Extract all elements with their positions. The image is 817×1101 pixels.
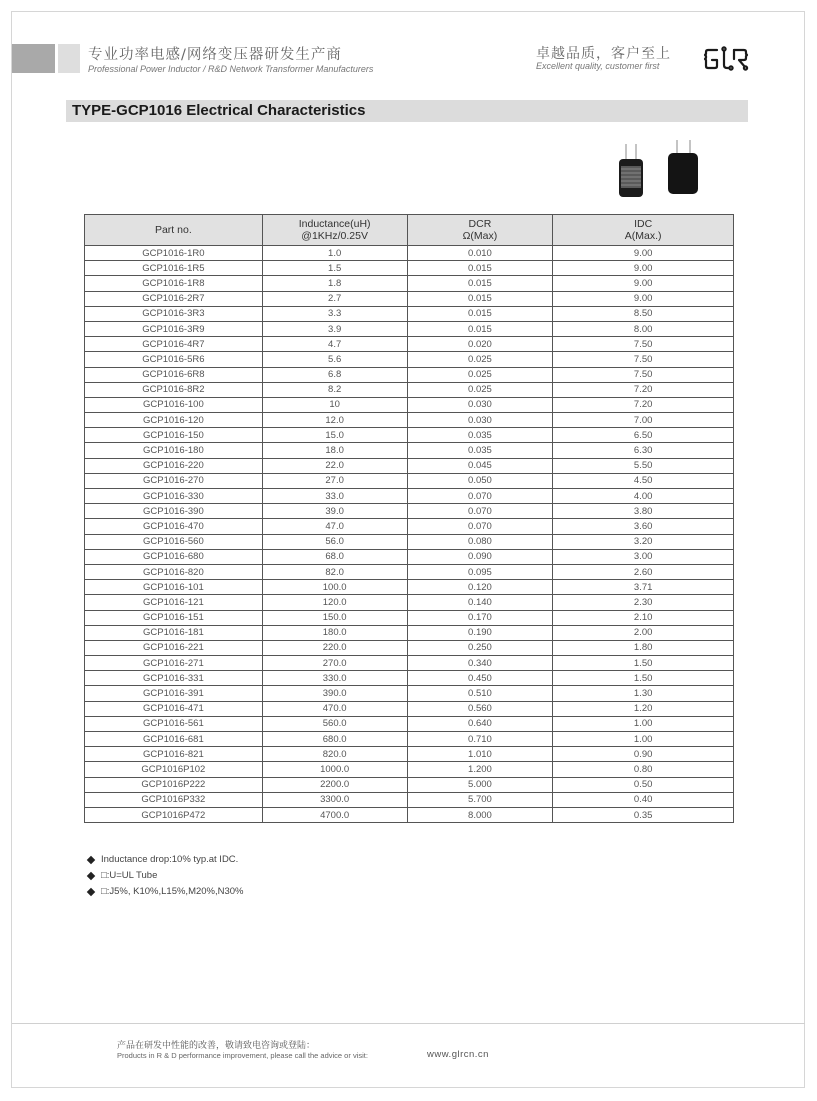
table-row [85,367,734,382]
electrical-characteristics-table [84,214,734,823]
dcr-cell: 0.025 [407,352,553,367]
idc-cell: 4.50 [553,473,734,488]
idc-cell: 7.20 [553,397,734,412]
inductance-cell: 68.0 [262,549,407,564]
dcr-cell: 0.010 [407,246,553,261]
inductance-cell: 3.3 [262,306,407,321]
inductance-cell: 820.0 [262,747,407,762]
table-row [85,321,734,336]
idc-cell: 8.00 [553,321,734,336]
idc-cell: 6.30 [553,443,734,458]
part-no-cell: GCP1016-271 [85,656,263,671]
table-row [85,671,734,686]
diamond-bullet-icon [87,856,95,864]
inductance-cell: 2.7 [262,291,407,306]
table-row [85,807,734,822]
idc-cell: 2.00 [553,625,734,640]
idc-cell: 3.80 [553,504,734,519]
table-row [85,428,734,443]
part-no-cell: GCP1016-3R3 [85,306,263,321]
dcr-cell: 0.120 [407,580,553,595]
part-no-cell: GCP1016-180 [85,443,263,458]
dcr-cell: 0.015 [407,276,553,291]
header-block-light [58,44,80,73]
table-row [85,595,734,610]
inductance-cell: 82.0 [262,564,407,579]
part-no-cell: GCP1016-681 [85,732,263,747]
table-row [85,610,734,625]
inductance-cell: 33.0 [262,489,407,504]
footer-divider [12,1023,805,1024]
col-header-idc [553,215,734,246]
table-row [85,276,734,291]
table-row [85,686,734,701]
part-no-cell: GCP1016-2R7 [85,291,263,306]
part-no-cell: GCP1016-331 [85,671,263,686]
inductance-cell: 1.8 [262,276,407,291]
idc-cell: 0.40 [553,792,734,807]
footer-text-en: Products in R & D performance improvement, please call the advice or visit: [117,1051,368,1060]
slogan-cn: 卓越品质，客户至上 [536,46,671,62]
inductance-cell: 27.0 [262,473,407,488]
dcr-cell: 0.340 [407,656,553,671]
idc-cell: 9.00 [553,276,734,291]
part-no-cell: GCP1016-391 [85,686,263,701]
table-row [85,458,734,473]
inductance-cell: 470.0 [262,701,407,716]
idc-cell: 0.50 [553,777,734,792]
table-row [85,716,734,731]
idc-cell: 2.10 [553,610,734,625]
inductance-cell: 22.0 [262,458,407,473]
part-no-cell: GCP1016-270 [85,473,263,488]
dcr-cell: 0.035 [407,428,553,443]
idc-cell: 2.60 [553,564,734,579]
table-row [85,792,734,807]
dcr-cell: 5.700 [407,792,553,807]
inductance-cell: 680.0 [262,732,407,747]
idc-cell: 0.90 [553,747,734,762]
idc-cell: 2.30 [553,595,734,610]
col-header-inductance [262,215,407,246]
part-no-cell: GCP1016-470 [85,519,263,534]
inductance-cell: 8.2 [262,382,407,397]
note-text: Inductance drop:10% typ.at IDC. [101,854,239,865]
inductor-product-photo [598,140,708,202]
dcr-cell: 0.030 [407,397,553,412]
dcr-cell: 8.000 [407,807,553,822]
idc-cell: 6.50 [553,428,734,443]
col-header-text: IDC [634,218,653,230]
idc-cell: 1.50 [553,671,734,686]
inductance-cell: 2200.0 [262,777,407,792]
table-row [85,701,734,716]
inductance-cell: 4.7 [262,337,407,352]
col-header-subtext: A(Max.) [624,230,662,242]
inductance-cell: 390.0 [262,686,407,701]
idc-cell: 3.60 [553,519,734,534]
inductance-cell: 120.0 [262,595,407,610]
table-row [85,489,734,504]
dcr-cell: 0.080 [407,534,553,549]
dcr-cell: 0.070 [407,489,553,504]
idc-cell: 3.00 [553,549,734,564]
note-item [86,852,244,868]
idc-cell: 7.00 [553,413,734,428]
col-header-dcr [407,215,553,246]
part-no-cell: GCP1016-5R6 [85,352,263,367]
inductance-cell: 12.0 [262,413,407,428]
inductance-cell: 560.0 [262,716,407,731]
part-no-cell: GCP1016-121 [85,595,263,610]
idc-cell: 7.20 [553,382,734,397]
part-no-cell: GCP1016-100 [85,397,263,412]
idc-cell: 3.20 [553,534,734,549]
part-no-cell: GCP1016-680 [85,549,263,564]
page-title: TYPE-GCP1016 Electrical Characteristics [72,102,366,119]
note-text: □:U=UL Tube [101,870,158,881]
inductance-cell: 3300.0 [262,792,407,807]
dcr-cell: 0.450 [407,671,553,686]
idc-cell: 0.80 [553,762,734,777]
diamond-bullet-icon [87,872,95,880]
dcr-cell: 1.200 [407,762,553,777]
table-row [85,656,734,671]
table-row [85,732,734,747]
inductance-cell: 4700.0 [262,807,407,822]
table-row [85,504,734,519]
col-header-text: DCR [468,218,492,230]
dcr-cell: 0.170 [407,610,553,625]
part-no-cell: GCP1016-150 [85,428,263,443]
part-no-cell: GCP1016-6R8 [85,367,263,382]
inductance-cell: 10 [262,397,407,412]
dcr-cell: 0.015 [407,306,553,321]
idc-cell: 1.30 [553,686,734,701]
table-row [85,397,734,412]
inductance-cell: 1000.0 [262,762,407,777]
footer-text-cn: 产品在研发中性能的改善，敬请致电咨询或登陆： [117,1041,316,1051]
dcr-cell: 0.015 [407,321,553,336]
part-no-cell: GCP1016P222 [85,777,263,792]
part-no-cell: GCP1016-4R7 [85,337,263,352]
idc-cell: 1.00 [553,716,734,731]
slogan-en: Excellent quality, customer first [536,61,660,71]
dcr-cell: 0.025 [407,382,553,397]
part-no-cell: GCP1016P472 [85,807,263,822]
part-no-cell: GCP1016-330 [85,489,263,504]
inductance-cell: 330.0 [262,671,407,686]
table-row [85,352,734,367]
inductance-cell: 5.6 [262,352,407,367]
dcr-cell: 0.090 [407,549,553,564]
part-no-cell: GCP1016-221 [85,640,263,655]
part-no-cell: GCP1016-1R0 [85,246,263,261]
part-no-cell: GCP1016-390 [85,504,263,519]
header-block-dark [12,44,55,73]
inductance-cell: 1.0 [262,246,407,261]
table-row [85,777,734,792]
table-row [85,306,734,321]
inductance-cell: 100.0 [262,580,407,595]
idc-cell: 8.50 [553,306,734,321]
idc-cell: 1.50 [553,656,734,671]
dcr-cell: 0.050 [407,473,553,488]
dcr-cell: 0.640 [407,716,553,731]
dcr-cell: 0.025 [407,367,553,382]
table-row [85,534,734,549]
note-item [86,868,244,884]
part-no-cell: GCP1016-120 [85,413,263,428]
dcr-cell: 0.560 [407,701,553,716]
part-no-cell: GCP1016-820 [85,564,263,579]
company-name-cn: 专业功率电感/网络变压器研发生产商 [88,47,342,63]
dcr-cell: 0.015 [407,261,553,276]
dcr-cell: 0.070 [407,504,553,519]
glr-logo-icon [703,45,749,73]
idc-cell: 4.00 [553,489,734,504]
col-header-subtext: @1KHz/0.25V [301,230,368,242]
dcr-cell: 0.070 [407,519,553,534]
table-row [85,382,734,397]
table-row [85,762,734,777]
dcr-cell: 0.095 [407,564,553,579]
table-row [85,549,734,564]
idc-cell: 9.00 [553,291,734,306]
part-no-cell: GCP1016-3R9 [85,321,263,336]
diamond-bullet-icon [87,888,95,896]
dcr-cell: 0.190 [407,625,553,640]
company-name-en: Professional Power Inductor / R&D Network Transformer Manufacturers [88,64,374,74]
col-header-text: Part no. [154,224,192,236]
dcr-cell: 0.140 [407,595,553,610]
notes-list [86,852,244,900]
part-no-cell: GCP1016-151 [85,610,263,625]
idc-cell: 1.80 [553,640,734,655]
part-no-cell: GCP1016-471 [85,701,263,716]
table-row [85,443,734,458]
idc-cell: 0.35 [553,807,734,822]
dcr-cell: 0.045 [407,458,553,473]
table-row [85,261,734,276]
title-bar [66,100,748,122]
idc-cell: 9.00 [553,246,734,261]
part-no-cell: GCP1016-560 [85,534,263,549]
part-no-cell: GCP1016-220 [85,458,263,473]
inductance-cell: 270.0 [262,656,407,671]
idc-cell: 1.00 [553,732,734,747]
dcr-cell: 0.250 [407,640,553,655]
dcr-cell: 5.000 [407,777,553,792]
dcr-cell: 0.020 [407,337,553,352]
inductance-cell: 150.0 [262,610,407,625]
table-row [85,625,734,640]
dcr-cell: 0.030 [407,413,553,428]
inductance-cell: 1.5 [262,261,407,276]
inductance-cell: 180.0 [262,625,407,640]
table-row [85,640,734,655]
part-no-cell: GCP1016-101 [85,580,263,595]
dcr-cell: 1.010 [407,747,553,762]
footer-website-link[interactable]: www.glrcn.cn [427,1049,489,1060]
inductance-cell: 39.0 [262,504,407,519]
col-header-text: Inductance(uH) [298,218,371,230]
note-text: □:J5%, K10%,L15%,M20%,N30% [101,886,244,897]
inductance-cell: 18.0 [262,443,407,458]
dcr-cell: 0.510 [407,686,553,701]
table-header-row [85,215,734,246]
idc-cell: 5.50 [553,458,734,473]
part-no-cell: GCP1016P332 [85,792,263,807]
part-no-cell: GCP1016-181 [85,625,263,640]
part-no-cell: GCP1016-1R8 [85,276,263,291]
inductance-cell: 220.0 [262,640,407,655]
part-no-cell: GCP1016P102 [85,762,263,777]
idc-cell: 1.20 [553,701,734,716]
part-no-cell: GCP1016-821 [85,747,263,762]
inductance-cell: 6.8 [262,367,407,382]
col-header-part-no [85,215,263,246]
part-no-cell: GCP1016-8R2 [85,382,263,397]
dcr-cell: 0.015 [407,291,553,306]
table-row [85,580,734,595]
idc-cell: 3.71 [553,580,734,595]
table-row [85,564,734,579]
table-row [85,747,734,762]
idc-cell: 7.50 [553,337,734,352]
dcr-cell: 0.035 [407,443,553,458]
table-row [85,519,734,534]
table-row [85,413,734,428]
part-no-cell: GCP1016-1R5 [85,261,263,276]
col-header-subtext: Ω(Max) [462,230,498,242]
table-row [85,291,734,306]
idc-cell: 7.50 [553,367,734,382]
note-item [86,884,244,900]
table-row [85,337,734,352]
inductance-cell: 3.9 [262,321,407,336]
inductance-cell: 15.0 [262,428,407,443]
inductance-cell: 56.0 [262,534,407,549]
table-row [85,473,734,488]
part-no-cell: GCP1016-561 [85,716,263,731]
dcr-cell: 0.710 [407,732,553,747]
idc-cell: 7.50 [553,352,734,367]
idc-cell: 9.00 [553,261,734,276]
table-row [85,246,734,261]
inductance-cell: 47.0 [262,519,407,534]
